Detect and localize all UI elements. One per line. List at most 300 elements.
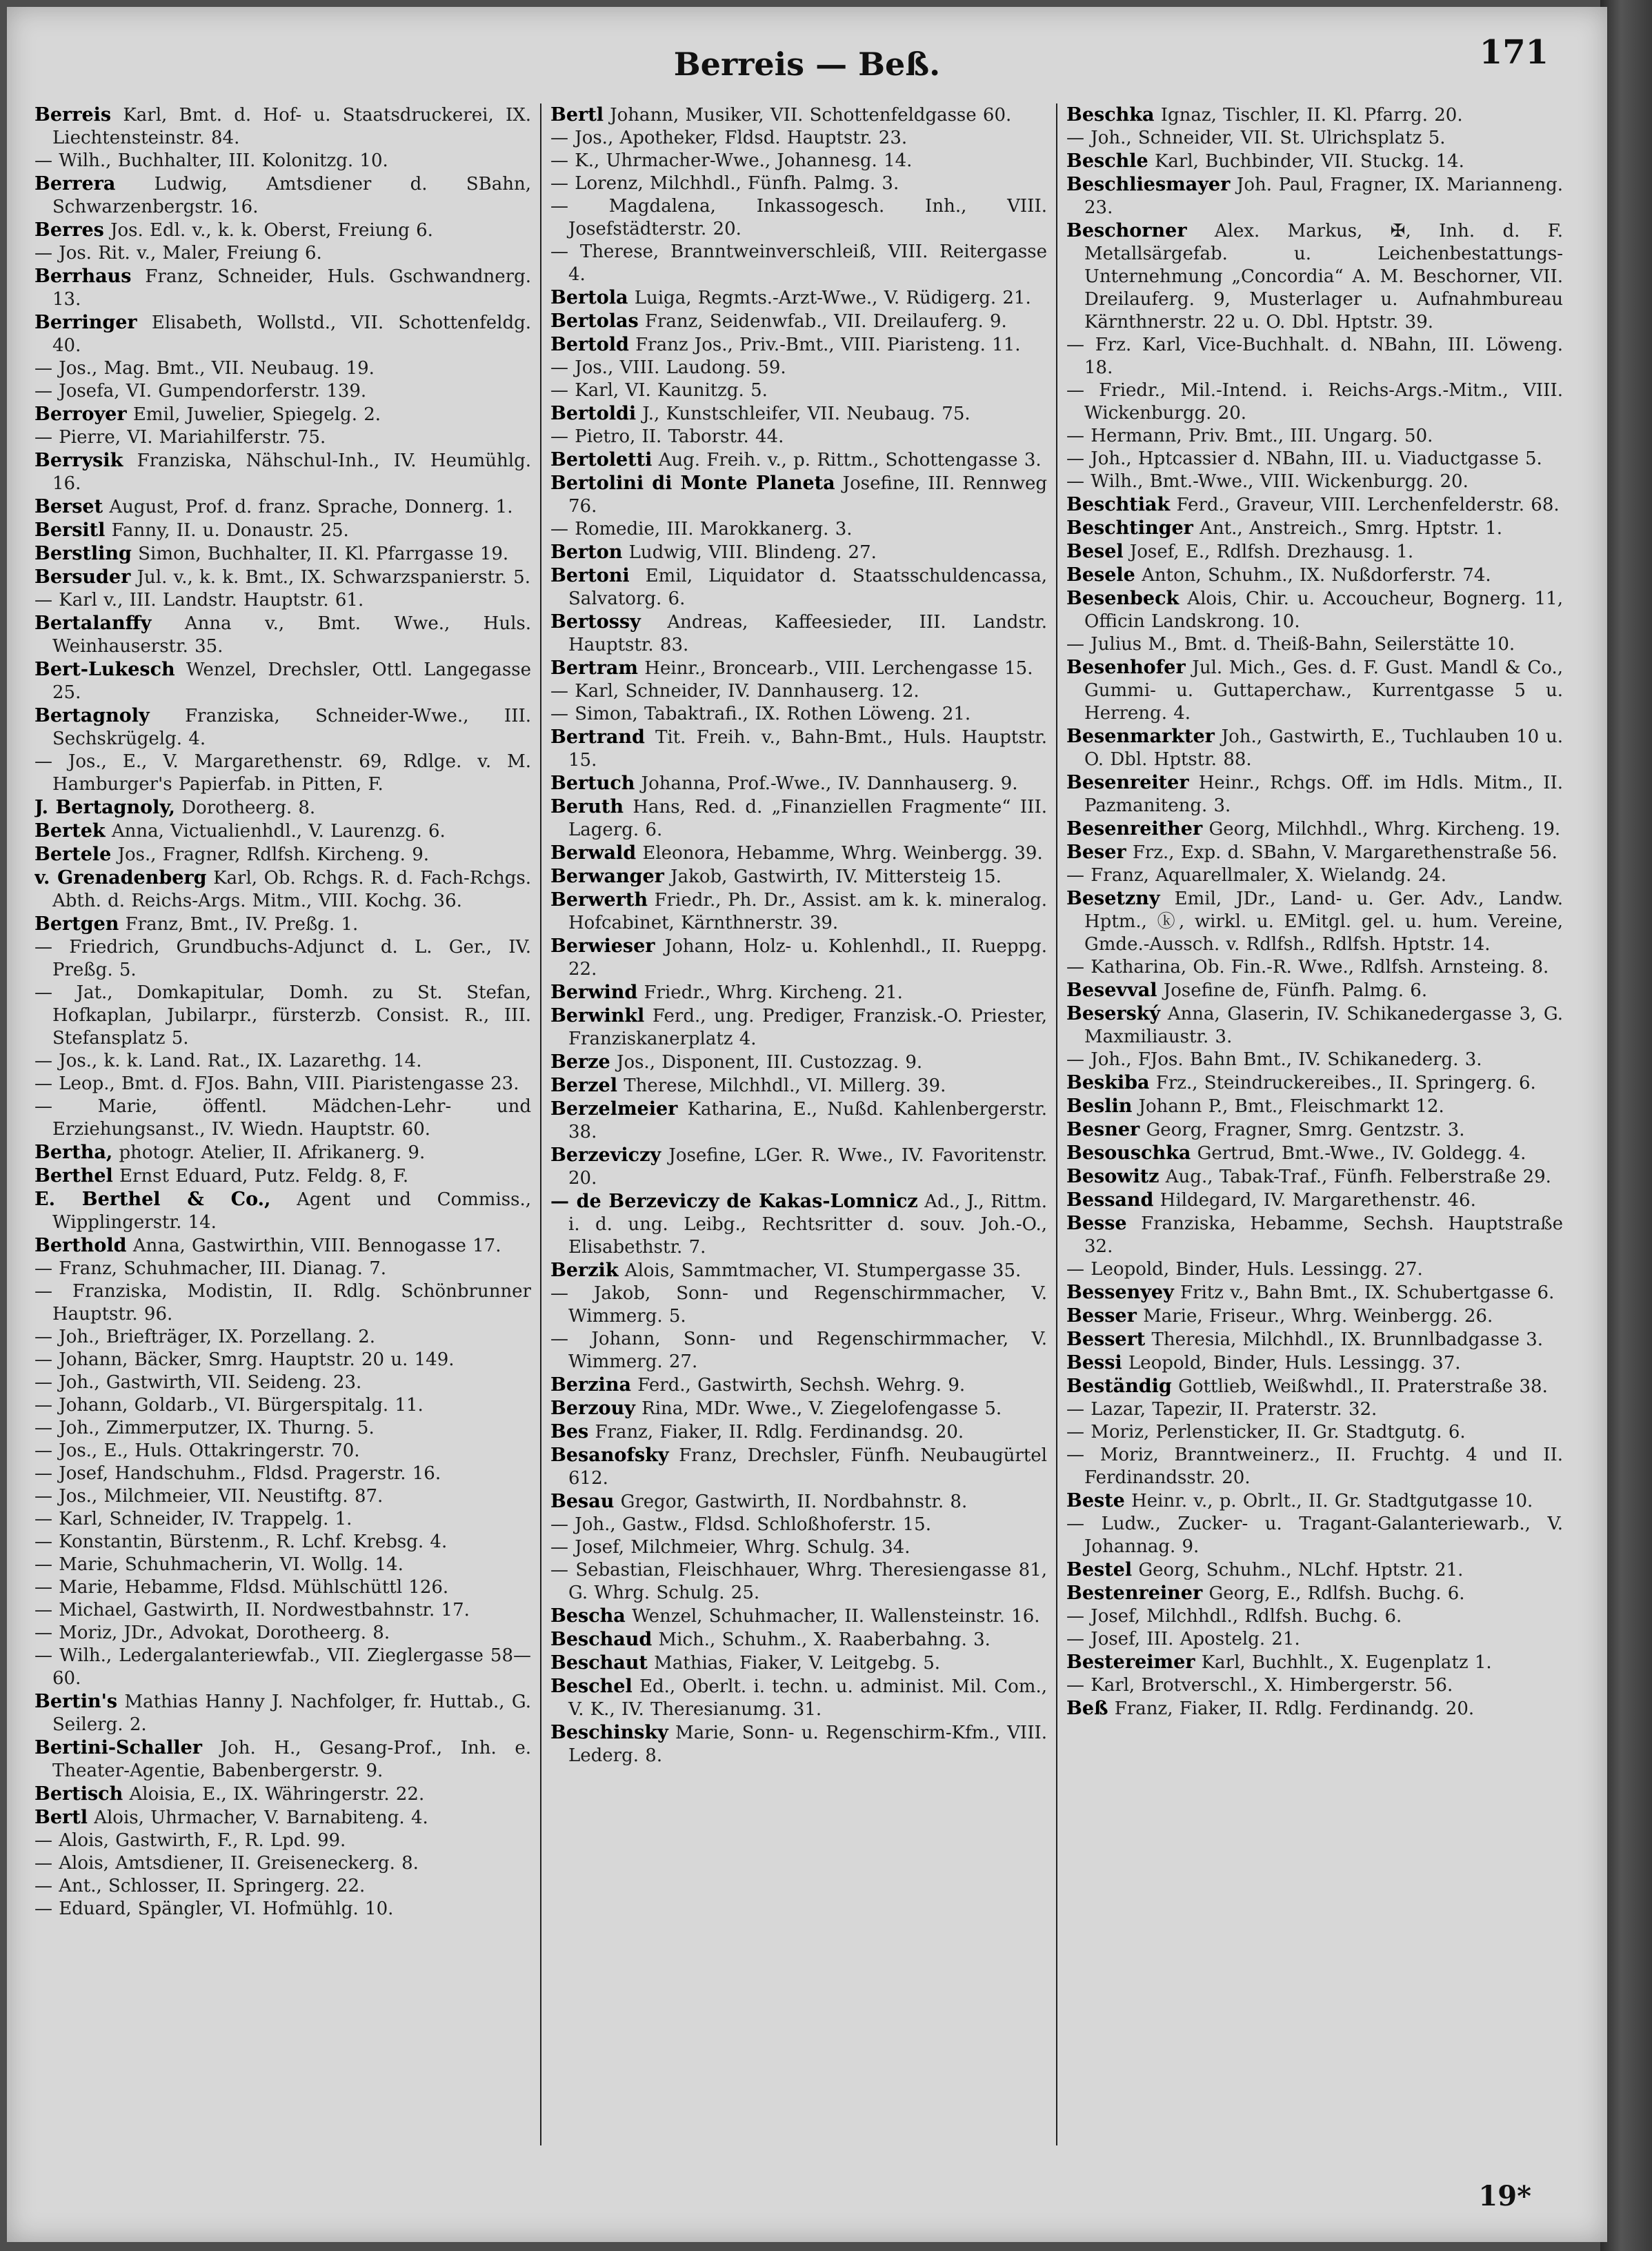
directory-entry bbox=[34, 1875, 531, 1898]
entry-details: Gottlieb, Weißwhdl., II. Praterstraße 38. bbox=[1171, 1376, 1548, 1397]
directory-entry bbox=[550, 703, 1047, 726]
entry-details: Aloisia, E., IX. Währingerstr. 22. bbox=[123, 1784, 425, 1805]
directory-entry bbox=[1066, 725, 1563, 771]
entry-surname: Berthel bbox=[34, 1165, 113, 1187]
entry-surname: Besenreither bbox=[1066, 818, 1203, 840]
directory-entry bbox=[34, 1440, 531, 1462]
directory-entry bbox=[550, 1559, 1047, 1605]
entry-surname: Beste bbox=[1066, 1490, 1125, 1511]
entry-surname: Beschorner bbox=[1066, 220, 1187, 241]
entry-surname: Bertin's bbox=[34, 1691, 118, 1712]
entry-details: — Joh., Zimmerputzer, IX. Thurng. 5. bbox=[34, 1418, 375, 1438]
entry-details: — Joh., Schneider, VII. St. Ulrichsplatz 5. bbox=[1066, 128, 1446, 148]
entry-details: — Franz, Schuhmacher, III. Dianag. 7. bbox=[34, 1258, 386, 1279]
directory-entry bbox=[550, 541, 1047, 564]
entry-details: J., Kunstschleifer, VII. Neubaug. 75. bbox=[636, 404, 971, 424]
entry-surname: Bessert bbox=[1066, 1329, 1146, 1350]
directory-entry bbox=[550, 1328, 1047, 1374]
entry-surname: Berze bbox=[550, 1051, 610, 1073]
entry-details: Ernst Eduard, Putz. Feldg. 8, F. bbox=[112, 1166, 409, 1187]
entry-details: Ludwig, VIII. Blindeng. 27. bbox=[622, 542, 877, 563]
entry-details: Anna, Victualienhdl., V. Laurenzg. 6. bbox=[105, 821, 446, 842]
entry-details: Dorotheerg. 8. bbox=[175, 797, 316, 818]
directory-entry bbox=[34, 1234, 531, 1258]
directory-entry bbox=[1066, 841, 1563, 864]
directory-entry bbox=[550, 1259, 1047, 1282]
directory-entry bbox=[1066, 956, 1563, 979]
entry-surname: Berrysik bbox=[34, 450, 123, 471]
directory-entry bbox=[550, 379, 1047, 402]
entry-details: — Johann, Goldarb., VI. Bürgerspitalg. 11. bbox=[34, 1395, 424, 1416]
entry-surname: Bert-Lukesch bbox=[34, 659, 175, 680]
entry-details: Anton, Schuhm., IX. Nußdorferstr. 74. bbox=[1135, 565, 1491, 586]
entry-surname: Beschtinger bbox=[1066, 517, 1193, 539]
entry-details: Josefine, III. Rennweg 76. bbox=[568, 473, 1047, 517]
directory-entry bbox=[550, 889, 1047, 935]
entry-details: Gertrud, Bmt.-Wwe., IV. Goldegg. 4. bbox=[1191, 1143, 1526, 1164]
directory-entry bbox=[550, 1514, 1047, 1536]
entry-details: — K., Uhrmacher-Wwe., Johannesg. 14. bbox=[550, 150, 913, 171]
directory-entry bbox=[550, 333, 1047, 357]
directory-entry bbox=[550, 172, 1047, 195]
directory-entry bbox=[550, 1051, 1047, 1074]
entry-surname: Berzouy bbox=[550, 1398, 635, 1419]
directory-entry bbox=[34, 1554, 531, 1576]
entry-surname: Berzik bbox=[550, 1260, 619, 1281]
directory-entry bbox=[1066, 334, 1563, 379]
directory-entry bbox=[34, 589, 531, 612]
entry-surname: Beser bbox=[1066, 842, 1126, 863]
directory-entry bbox=[550, 1074, 1047, 1098]
entry-details: — Karl v., III. Landstr. Hauptstr. 61. bbox=[34, 590, 364, 611]
entry-surname: Besevval bbox=[1066, 980, 1157, 1001]
directory-entry bbox=[550, 1536, 1047, 1559]
signature-mark: 19* bbox=[1478, 2180, 1531, 2212]
directory-entry bbox=[34, 566, 531, 589]
entry-surname: Beserský bbox=[1066, 1003, 1161, 1024]
directory-entry bbox=[34, 1095, 531, 1141]
entry-details: — Johann, Bäcker, Smrg. Hauptstr. 20 u. 149. bbox=[34, 1349, 455, 1370]
entry-surname: Berstling bbox=[34, 543, 132, 564]
entry-details: — Moriz, JDr., Advokat, Dorotheerg. 8. bbox=[34, 1623, 390, 1643]
directory-entry bbox=[34, 311, 531, 357]
directory-entry bbox=[1066, 587, 1563, 633]
entry-surname: Bertola bbox=[550, 287, 628, 308]
directory-entry bbox=[34, 172, 531, 219]
entry-details: Frz., Exp. d. SBahn, V. Margarethenstraße 56. bbox=[1126, 842, 1558, 863]
entry-details: Franz, Seidenwfab., VII. Dreilauferg. 9. bbox=[638, 311, 1007, 332]
directory-entry bbox=[34, 1645, 531, 1690]
entry-details: — Franziska, Modistin, II. Rdlg. Schönbrunner Hauptstr. 96. bbox=[34, 1281, 531, 1325]
entry-details: Joh. Paul, Fragner, IX. Marianneng. 23. bbox=[1084, 175, 1563, 218]
entry-surname: Bertha, bbox=[34, 1142, 113, 1163]
directory-entry bbox=[1066, 887, 1563, 956]
directory-entry bbox=[550, 842, 1047, 865]
directory-entry bbox=[550, 981, 1047, 1004]
entry-details: Aug. Freih. v., p. Rittm., Schottengasse 3. bbox=[652, 450, 1042, 470]
directory-entry bbox=[550, 1444, 1047, 1490]
directory-entry bbox=[34, 219, 531, 242]
entry-details: photogr. Atelier, II. Afrikanerg. 9. bbox=[112, 1142, 426, 1163]
entry-surname: Besau bbox=[550, 1491, 615, 1512]
entry-details: — Pierre, VI. Mariahilferstr. 75. bbox=[34, 427, 326, 448]
directory-entry bbox=[34, 1508, 531, 1531]
entry-surname: Bertagnoly bbox=[34, 705, 150, 726]
directory-entry bbox=[34, 913, 531, 936]
directory-entry bbox=[34, 449, 531, 495]
entry-details: Georg, Schuhm., NLchf. Hptstr. 21. bbox=[1132, 1560, 1464, 1580]
directory-entry bbox=[550, 1397, 1047, 1420]
entry-surname: Berres bbox=[34, 219, 104, 241]
directory-entry bbox=[550, 310, 1047, 333]
entry-details: Ludwig, Amtsdiener d. SBahn, Schwarzenbergstr. 16. bbox=[52, 174, 531, 217]
directory-entry bbox=[550, 1605, 1047, 1628]
directory-entry bbox=[34, 1576, 531, 1599]
entry-details: — Marie, Schuhmacherin, VI. Wollg. 14. bbox=[34, 1554, 404, 1575]
entry-details: Ad., J., Rittm. i. d. ung. Leibg., Rechtsritter d. souv. Joh.-O., Elisabethstr. 7. bbox=[568, 1191, 1047, 1258]
entry-details: Jos., Fragner, Rdlfsh. Kircheng. 9. bbox=[111, 844, 429, 865]
directory-entry bbox=[34, 1829, 531, 1852]
entry-details: — Moriz, Branntweinerz., II. Fruchtg. 4 und II. Ferdinandsstr. 20. bbox=[1066, 1445, 1563, 1488]
entry-surname: Beschaut bbox=[550, 1652, 648, 1674]
entry-surname: Beschaud bbox=[550, 1629, 653, 1650]
directory-entry bbox=[34, 843, 531, 866]
directory-entry bbox=[1066, 1212, 1563, 1258]
entry-details: — Wilh., Ledergalanteriewfab., VII. Zieglergasse 58—60. bbox=[34, 1645, 531, 1689]
directory-entry bbox=[34, 1599, 531, 1622]
entry-details: Jakob, Gastwirth, IV. Mittersteig 15. bbox=[664, 866, 1002, 887]
directory-entry bbox=[1066, 1398, 1563, 1421]
entry-details: Mathias Hanny J. Nachfolger, fr. Huttab., G. Seilerg. 2. bbox=[52, 1692, 531, 1735]
entry-details: Marie, Friseur., Whrg. Weinbergg. 26. bbox=[1136, 1306, 1493, 1327]
directory-entry bbox=[1066, 1118, 1563, 1142]
directory-entry bbox=[550, 426, 1047, 448]
directory-entry bbox=[1066, 1328, 1563, 1351]
directory-entry bbox=[34, 1690, 531, 1736]
directory-entry bbox=[550, 1098, 1047, 1144]
directory-entry bbox=[550, 1374, 1047, 1397]
entry-surname: Berzel bbox=[550, 1075, 617, 1096]
entry-details: — Leopold, Binder, Huls. Lessingg. 27. bbox=[1066, 1259, 1423, 1280]
entry-surname: Bertram bbox=[550, 657, 638, 679]
directory-entry bbox=[550, 286, 1047, 310]
directory-entry bbox=[1066, 1002, 1563, 1049]
entry-surname: Berreis bbox=[34, 104, 112, 126]
entry-details: — Karl, Brotverschl., X. Himbergerstr. 56. bbox=[1066, 1675, 1453, 1696]
directory-entry bbox=[550, 150, 1047, 172]
entry-surname: Beschtiak bbox=[1066, 494, 1171, 515]
directory-entry bbox=[1066, 1513, 1563, 1558]
entry-details: — Joh., Hptcassier d. NBahn, III. u. Viaductgasse 5. bbox=[1066, 448, 1542, 469]
entry-details: Elisabeth, Wollstd., VII. Schottenfeldg. 40. bbox=[52, 313, 531, 356]
entry-surname: Beschinsky bbox=[550, 1722, 668, 1743]
entry-details: Mich., Schuhm., X. Raaberbahng. 3. bbox=[652, 1629, 991, 1650]
directory-entry bbox=[34, 103, 531, 150]
entry-details: — Joh., Gastw., Fldsd. Schloßhoferstr. 15. bbox=[550, 1514, 931, 1535]
directory-entry bbox=[550, 472, 1047, 518]
entry-details: Heinr. v., p. Obrlt., II. Gr. Stadtgutgasse 10. bbox=[1124, 1491, 1533, 1511]
entry-details: — Jos., Mag. Bmt., VII. Neubaug. 19. bbox=[34, 358, 375, 379]
entry-details: Wenzel, Schuhmacher, II. Wallensteinstr. 16. bbox=[625, 1606, 1040, 1627]
directory-entry bbox=[550, 564, 1047, 611]
entry-details: Rina, MDr. Wwe., V. Ziegelofengasse 5. bbox=[635, 1398, 1002, 1419]
entry-details: Friedr., Ph. Dr., Assist. am k. k. mineralog. Hofcabinet, Kärnthnerstr. 39. bbox=[568, 890, 1047, 933]
entry-details: Ignaz, Tischler, II. Kl. Pfarrg. 20. bbox=[1154, 105, 1463, 126]
directory-entry bbox=[34, 820, 531, 843]
entry-details: Joh. H., Gesang-Prof., Inh. e. Theater-Agentie, Babenbergerstr. 9. bbox=[52, 1738, 531, 1781]
directory-entry bbox=[1066, 517, 1563, 540]
entry-surname: Besse bbox=[1066, 1213, 1127, 1234]
directory-page bbox=[7, 7, 1607, 2242]
directory-entry bbox=[34, 357, 531, 380]
directory-entry bbox=[1066, 1558, 1563, 1582]
entry-surname: Beskiba bbox=[1066, 1072, 1150, 1093]
entry-surname: Bertoni bbox=[550, 565, 630, 586]
directory-entry bbox=[550, 127, 1047, 150]
entry-details: — Josef, Milchhdl., Rdlfsh. Buchg. 6. bbox=[1066, 1606, 1402, 1627]
entry-surname: Besenreiter bbox=[1066, 772, 1189, 793]
entry-surname: Besenmarkter bbox=[1066, 726, 1215, 747]
directory-entry bbox=[1066, 448, 1563, 470]
entry-details: Johann P., Bmt., Fleischmarkt 12. bbox=[1132, 1096, 1444, 1117]
entry-surname: Bertgen bbox=[34, 913, 119, 935]
entry-surname: Bersuder bbox=[34, 566, 131, 588]
entry-details: — Wilh., Bmt.-Wwe., VIII. Wickenburgg. 20. bbox=[1066, 471, 1469, 492]
entry-surname: Bertold bbox=[550, 334, 629, 355]
entry-surname: Berwald bbox=[550, 842, 637, 864]
directory-entry bbox=[550, 195, 1047, 241]
entry-details: — Jos., Milchmeier, VII. Neustiftg. 87. bbox=[34, 1486, 384, 1507]
entry-details: Mathias, Fiaker, V. Leitgebg. 5. bbox=[647, 1653, 941, 1674]
entry-surname: Beruth bbox=[550, 796, 624, 817]
directory-entry bbox=[34, 1852, 531, 1875]
directory-entry bbox=[550, 1652, 1047, 1675]
entry-details: Karl, Buchbinder, VII. Stuckg. 14. bbox=[1148, 151, 1464, 172]
entry-surname: Berset bbox=[34, 496, 103, 517]
entry-details: — Konstantin, Bürstenm., R. Lchf. Krebsg. 4. bbox=[34, 1531, 448, 1552]
entry-details: — Johann, Sonn- und Regenschirmmacher, V. Wimmerg. 27. bbox=[550, 1329, 1047, 1372]
entry-details: — Julius M., Bmt. d. Theiß-Bahn, Seilerstätte 10. bbox=[1066, 634, 1515, 655]
entry-details: Jul. Mich., Ges. d. F. Gust. Mandl & Co., Gummi- u. Guttaperchaw., Kurrentgasse 5 u. Herreng. 4. bbox=[1084, 657, 1563, 724]
entry-details: — Joh., FJos. Bahn Bmt., IV. Schikanederg. 3. bbox=[1066, 1049, 1482, 1070]
entry-details: Heinr., Rchgs. Off. im Hdls. Mitm., II. Pazmaniteng. 3. bbox=[1084, 773, 1563, 816]
directory-entry bbox=[550, 1190, 1047, 1259]
entry-surname: v. Grenadenberg bbox=[34, 867, 207, 889]
directory-entry bbox=[34, 1258, 531, 1280]
entry-surname: Berwanger bbox=[550, 866, 664, 887]
page-header bbox=[7, 33, 1607, 81]
entry-details: Karl, Bmt. d. Hof- u. Staatsdruckerei, IX. Liechtensteinstr. 84. bbox=[52, 105, 531, 148]
entry-details: Franz, Schneider, Huls. Gschwandnerg. 13. bbox=[52, 266, 531, 310]
entry-details: Emil, Juwelier, Spiegelg. 2. bbox=[126, 404, 381, 425]
directory-entry bbox=[34, 936, 531, 982]
entry-surname: Berzeviczy bbox=[550, 1144, 661, 1166]
entry-details: Josefine, LGer. R. Wwe., IV. Favoritenstr. 20. bbox=[568, 1145, 1047, 1189]
directory-entry bbox=[1066, 173, 1563, 219]
directory-entry bbox=[34, 542, 531, 566]
directory-entry bbox=[34, 1736, 531, 1783]
directory-entry bbox=[34, 704, 531, 751]
entry-details: Karl, Buchhlt., X. Eugenplatz 1. bbox=[1195, 1652, 1492, 1673]
entry-surname: Beständig bbox=[1066, 1376, 1172, 1397]
directory-entry bbox=[34, 1898, 531, 1921]
entry-surname: Bessi bbox=[1066, 1352, 1122, 1374]
entry-details: Karl, Ob. Rchgs. R. d. Fach-Rchgs. Abth. d. Reichs-Args. Mitm., VIII. Kochg. 36. bbox=[52, 868, 531, 911]
entry-surname: Besner bbox=[1066, 1119, 1140, 1140]
directory-entry bbox=[34, 1417, 531, 1440]
entry-details: Alois, Chir. u. Accoucheur, Bognerg. 11, Officin Landskrong. 10. bbox=[1084, 588, 1563, 632]
entry-details: Friedr., Whrg. Kircheng. 21. bbox=[637, 982, 903, 1003]
entry-surname: Bertl bbox=[550, 104, 604, 126]
entry-details: — Karl, Schneider, IV. Dannhauserg. 12. bbox=[550, 681, 919, 702]
directory-entry bbox=[1066, 150, 1563, 173]
directory-entry bbox=[550, 865, 1047, 889]
entry-details: — Ant., Schlosser, II. Springerg. 22. bbox=[34, 1876, 366, 1896]
entry-surname: Berringer bbox=[34, 312, 137, 333]
entry-details: — Lorenz, Milchhdl., Fünfh. Palmg. 3. bbox=[550, 173, 899, 194]
entry-surname: Berton bbox=[550, 542, 623, 563]
entry-details: Alex. Markus, ✠, Inh. d. F. Metallsärgefab. u. Leichenbestattungs-Unternehmung „Concordia“ A. M. Beschorner, VII. Dreilauferg. 9, Musterlager u. Aufnahmbureau Kärnthnerstr. 22 u. O. Dbl. Hptstr. 39. bbox=[1084, 221, 1563, 333]
directory-entry bbox=[1066, 1582, 1563, 1605]
entry-details: — Karl, VI. Kaunitzg. 5. bbox=[550, 380, 768, 401]
entry-surname: Besetzny bbox=[1066, 888, 1160, 909]
entry-details: Hans, Red. d. „Finanziellen Fragmente“ III. Lagerg. 6. bbox=[568, 797, 1047, 840]
entry-surname: Bersitl bbox=[34, 519, 106, 541]
directory-entry bbox=[34, 1371, 531, 1394]
directory-entry bbox=[550, 795, 1047, 842]
entry-surname: Bestereimer bbox=[1066, 1652, 1195, 1673]
directory-entry bbox=[1066, 540, 1563, 564]
entry-surname: Besenbeck bbox=[1066, 588, 1180, 609]
entry-details: Andreas, Kaffeesieder, III. Landstr. Hauptstr. 83. bbox=[568, 612, 1047, 655]
entry-surname: Besanofsky bbox=[550, 1445, 669, 1466]
entry-details: Leopold, Binder, Huls. Lessingg. 37. bbox=[1122, 1353, 1461, 1374]
directory-entry bbox=[34, 1164, 531, 1188]
directory-entry bbox=[1066, 1095, 1563, 1118]
directory-entry bbox=[34, 403, 531, 426]
directory-entry bbox=[34, 1394, 531, 1417]
entry-details: — Leop., Bmt. d. FJos. Bahn, VIII. Piaristengasse 23. bbox=[34, 1073, 519, 1094]
entry-details: Alois, Sammtmacher, VI. Stumpergasse 35. bbox=[618, 1260, 1022, 1281]
entry-details: — Josef, Handschuhm., Fldsd. Pragerstr. 16. bbox=[34, 1463, 441, 1484]
entry-surname: Besouschka bbox=[1066, 1142, 1191, 1164]
running-head: Berreis — Beß. bbox=[673, 46, 941, 83]
column-1 bbox=[34, 103, 531, 2145]
directory-entry bbox=[34, 1806, 531, 1829]
entry-details: Anna, Gastwirthin, VIII. Bennogasse 17. bbox=[126, 1236, 501, 1256]
entry-surname: Beß bbox=[1066, 1698, 1108, 1719]
entry-surname: Bessand bbox=[1066, 1189, 1154, 1211]
directory-entry bbox=[550, 935, 1047, 981]
entry-surname: — de Berzeviczy de Kakas-Lomnicz bbox=[550, 1191, 918, 1212]
entry-details: Tit. Freih. v., Bahn-Bmt., Huls. Hauptstr. 15. bbox=[568, 727, 1047, 771]
entry-details: Theresia, Milchhdl., IX. Brunnlbadgasse 3. bbox=[1145, 1329, 1544, 1350]
directory-entry bbox=[1066, 1375, 1563, 1398]
entry-details: — Jakob, Sonn- und Regenschirmmacher, V. Wimmerg. 5. bbox=[550, 1283, 1047, 1327]
entry-surname: Berroyer bbox=[34, 404, 127, 425]
entry-surname: Berthold bbox=[34, 1235, 127, 1256]
entry-details: — Jos., E., V. Margarethenstr. 69, Rdlge. v. M. Hamburger's Papierfab. in Pitten, F. bbox=[34, 751, 531, 795]
entry-details: Franz Jos., Priv.-Bmt., VIII. Piaristeng. 11. bbox=[628, 335, 1021, 355]
entry-surname: Bertolas bbox=[550, 310, 639, 332]
directory-entry bbox=[1066, 379, 1563, 425]
entry-details: Wenzel, Drechsler, Ottl. Langegasse 25. bbox=[52, 660, 531, 703]
entry-details: Johanna, Prof.-Wwe., IV. Dannhauserg. 9. bbox=[635, 773, 1018, 794]
entry-surname: Besser bbox=[1066, 1305, 1137, 1327]
entry-surname: Besenhofer bbox=[1066, 657, 1186, 678]
directory-entry bbox=[550, 611, 1047, 657]
directory-entry bbox=[550, 103, 1047, 127]
entry-details: Georg, Fragner, Smrg. Gentzstr. 3. bbox=[1140, 1120, 1465, 1140]
entry-details: — Marie, Hebamme, Fldsd. Mühlschüttl 126. bbox=[34, 1577, 449, 1598]
entry-details: Aug., Tabak-Traf., Fünfh. Felberstraße 29. bbox=[1159, 1167, 1551, 1187]
column-3 bbox=[1066, 103, 1563, 2145]
entry-surname: Bertossy bbox=[550, 611, 641, 633]
entry-surname: Besele bbox=[1066, 564, 1135, 586]
directory-entry bbox=[1066, 1189, 1563, 1212]
directory-entry bbox=[1066, 1281, 1563, 1305]
entry-details: Alois, Uhrmacher, V. Barnabiteng. 4. bbox=[87, 1807, 428, 1828]
entry-details: — Eduard, Spängler, VI. Hofmühlg. 10. bbox=[34, 1898, 394, 1919]
entry-details: — Sebastian, Fleischhauer, Whrg. Theresiengasse 81, G. Whrg. Schulg. 25. bbox=[550, 1560, 1047, 1603]
directory-entry bbox=[34, 265, 531, 311]
entry-surname: Besowitz bbox=[1066, 1166, 1160, 1187]
directory-entry bbox=[1066, 1651, 1563, 1674]
directory-entry bbox=[550, 448, 1047, 472]
directory-entry bbox=[550, 241, 1047, 286]
directory-entry bbox=[34, 1073, 531, 1095]
directory-entry bbox=[550, 1004, 1047, 1051]
entry-surname: E. Berthel & Co., bbox=[34, 1189, 271, 1210]
entry-details: Franz, Drechsler, Fünfh. Neubaugürtel 612. bbox=[568, 1445, 1047, 1489]
entry-details: Gregor, Gastwirth, II. Nordbahnstr. 8. bbox=[614, 1491, 968, 1512]
entry-details: — Jos., VIII. Laudong. 59. bbox=[550, 357, 786, 378]
directory-entry bbox=[1066, 127, 1563, 150]
column-2 bbox=[550, 103, 1047, 2145]
entry-details: Johann, Holz- u. Kohlenhdl., II. Rueppg. 22. bbox=[568, 936, 1047, 980]
entry-surname: Berwinkl bbox=[550, 1005, 645, 1027]
entry-details: Marie, Sonn- u. Regenschirm-Kfm., VIII. Lederg. 8. bbox=[568, 1723, 1047, 1766]
directory-entry bbox=[1066, 1258, 1563, 1281]
directory-entry bbox=[1066, 1351, 1563, 1375]
entry-surname: J. Bertagnoly, bbox=[34, 797, 175, 818]
directory-entry bbox=[1066, 1444, 1563, 1489]
entry-surname: Bessenyey bbox=[1066, 1282, 1174, 1303]
entry-details: Georg, Milchhdl., Whrg. Kircheng. 19. bbox=[1202, 819, 1561, 840]
directory-entry bbox=[550, 1721, 1047, 1767]
entry-surname: Berzelmeier bbox=[550, 1098, 678, 1120]
entry-details: Johann, Musiker, VII. Schottenfeldgasse 60. bbox=[603, 105, 1012, 126]
directory-entry bbox=[550, 1628, 1047, 1652]
directory-entry bbox=[34, 1462, 531, 1485]
directory-entry bbox=[1066, 979, 1563, 1002]
directory-entry bbox=[550, 402, 1047, 426]
entry-details: Jos., Disponent, III. Custozzag. 9. bbox=[610, 1052, 923, 1073]
entry-surname: Bertoletti bbox=[550, 449, 653, 470]
directory-entry bbox=[1066, 1605, 1563, 1628]
entry-surname: Bertl bbox=[34, 1807, 88, 1828]
entry-details: — Simon, Tabaktrafi., IX. Rothen Löweng. 21. bbox=[550, 704, 971, 724]
column-divider bbox=[540, 103, 541, 2145]
entry-details: Jul. v., k. k. Bmt., IX. Schwarzspanierstr. 5. bbox=[130, 567, 530, 588]
entry-details: — Romedie, III. Marokkanerg. 3. bbox=[550, 519, 853, 539]
column-divider bbox=[1056, 103, 1057, 2145]
directory-entry bbox=[1066, 219, 1563, 334]
directory-entry bbox=[550, 657, 1047, 680]
entry-details: — Wilh., Buchhalter, III. Kolonitzg. 10. bbox=[34, 150, 388, 171]
directory-entry bbox=[550, 357, 1047, 379]
entry-surname: Berrera bbox=[34, 173, 116, 195]
